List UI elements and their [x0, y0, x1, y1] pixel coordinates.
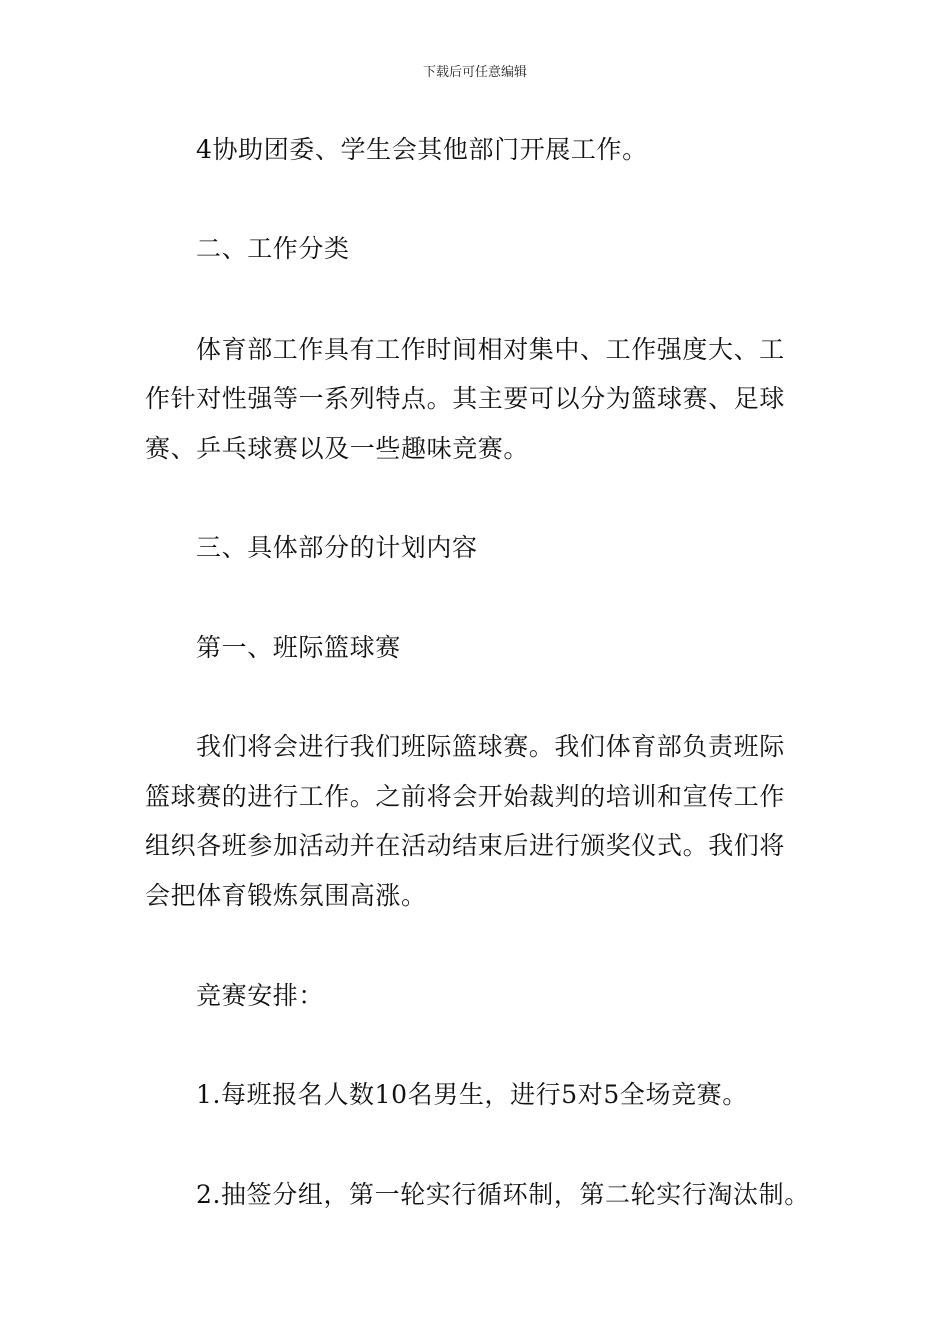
- schedule-title: 竞赛安排：: [196, 981, 325, 1010]
- section-heading-2: 二、工作分类: [196, 234, 350, 263]
- paragraph-line: 赛、乒乓球赛以及一些趣味竞赛。: [145, 434, 530, 463]
- page-header-note: 下载后可任意编辑: [422, 65, 527, 80]
- paragraph-line: 篮球赛的进行工作。之前将会开始裁判的培训和宣传工作: [145, 782, 786, 811]
- subheading-basketball: 第一、班际篮球赛: [196, 633, 401, 662]
- schedule-item-1: 1.每班报名人数10名男生，进行5对5全场竞赛。: [196, 1080, 748, 1109]
- paragraph-item-4: 4协助团委、学生会其他部门开展工作。: [196, 135, 648, 164]
- section-heading-3: 三、具体部分的计划内容: [196, 533, 478, 562]
- paragraph-line: 作针对性强等一系列特点。其主要可以分为篮球赛、足球: [145, 384, 786, 413]
- paragraph-line: 体育部工作具有工作时间相对集中、工作强度大、工: [196, 335, 785, 364]
- paragraph-line: 会把体育锻炼氛围高涨。: [145, 881, 427, 910]
- paragraph-line: 组织各班参加活动并在活动结束后进行颁奖仪式。我们将: [145, 831, 786, 860]
- paragraph-line: 我们将会进行我们班际篮球赛。我们体育部负责班际: [196, 732, 785, 761]
- schedule-item-2: 2.抽签分组，第一轮实行循环制，第二轮实行淘汰制。: [196, 1180, 810, 1209]
